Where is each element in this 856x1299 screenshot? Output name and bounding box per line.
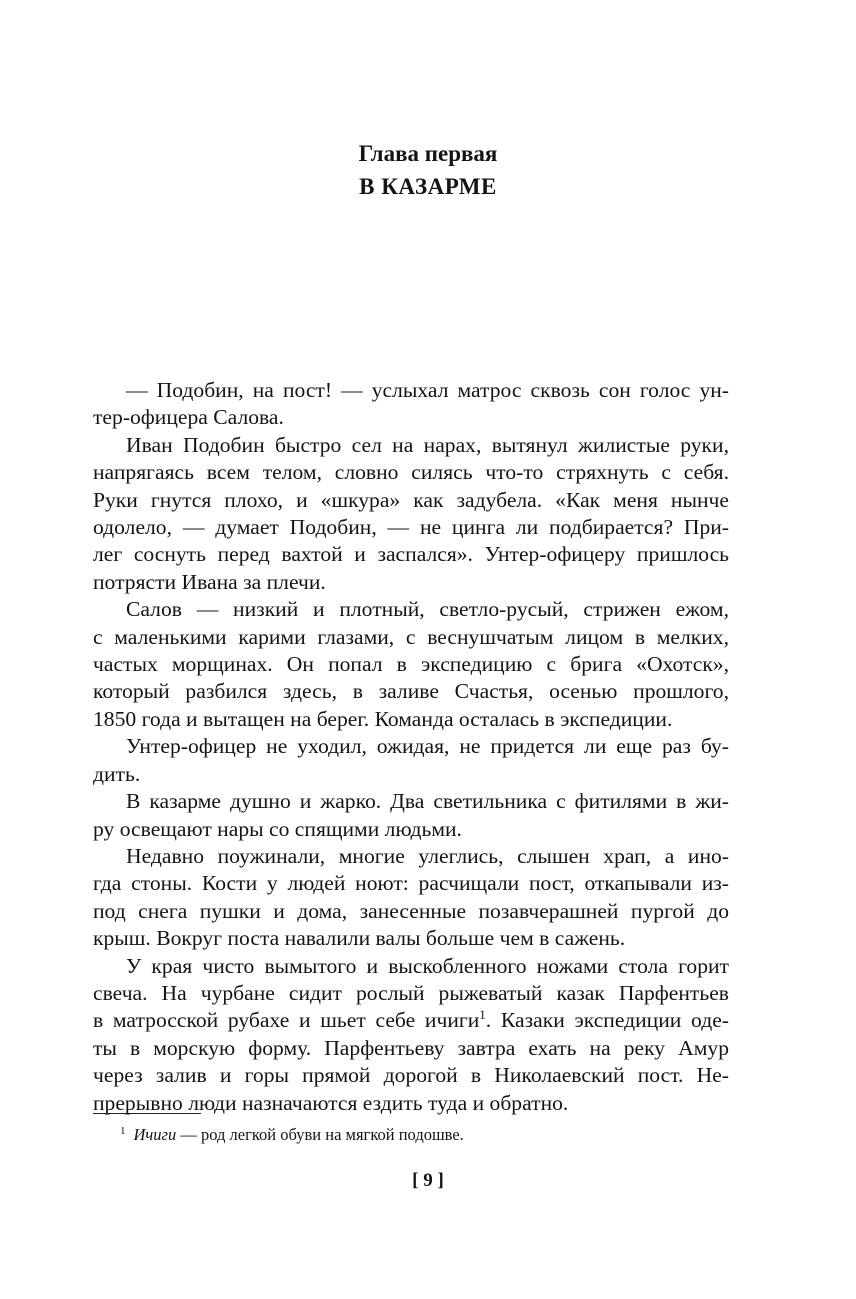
text-line: крыш. Вокруг поста навалили валы больше чем в сажень. [93, 926, 626, 951]
page-number: [ 9 ] [412, 1170, 444, 1191]
text-line: В казарме душно и жарко. Два светильника с фитилями в жи- [126, 789, 729, 814]
text-line: Руки гнутся плохо, и «шкура» как задубела. «Как меня нынче [93, 487, 729, 512]
text-line: под снега пушки и дома, занесенные позавчерашней пургой до [93, 898, 729, 923]
text-line: тер-офицера Салова. [93, 405, 284, 430]
paragraph [93, 788, 729, 843]
text-line: ру освещают нары со спящими людьми. [93, 816, 462, 841]
text-line: лег соснуть перед вахтой и заспался». Унтер-офицеру пришлось [93, 542, 729, 567]
text-line: прерывно люди назначаются ездить туда и обратно. [93, 1090, 569, 1115]
footnote-reference[interactable]: 1 [479, 1007, 486, 1023]
footnote-text: — род легкой обуви на мягкой подошве. [176, 1125, 464, 1144]
text-line: — Подобин, на пост! — услыхал матрос сквозь сон голос ун- [126, 378, 729, 402]
text-line: 1850 года и вытащен на берег. Команда осталась в экспедиции. [93, 706, 673, 731]
text-line: напрягаясь всем телом, словно силясь что-то стряхнуть с себя. [93, 460, 729, 485]
text-line: ты в морскую форму. Парфентьеву завтра ехать на реку Амур [93, 1035, 729, 1060]
text-line-with-footnote: в матросской рубахе и шьет себе ичиги$^1$. Казаки экспедиции оде- [93, 1007, 729, 1033]
text-line: одолело, — думает Подобин, — не цинга ли подбирается? При- [93, 515, 729, 540]
text-line: Иван Подобин быстро сел на нарах, вытянул жилистые руки, [126, 432, 729, 457]
paragraph [93, 733, 729, 788]
text-line: Недавно поужинали, многие улеглись, слышен храп, а ино- [126, 843, 729, 868]
footnote-mark: 1 [120, 1125, 126, 1137]
chapter-number: Глава первая [358, 141, 498, 166]
text-segment: Казаки экспедиции оде- [500, 1008, 729, 1033]
paragraph [93, 377, 729, 432]
text-line: через залив и горы прямой дорогой в Николаевский пост. Не- [93, 1063, 729, 1088]
chapter-title: В КАЗАРМЕ [359, 174, 497, 199]
chapter-heading [0, 138, 856, 204]
text-line: потрясти Ивана за плечи. [93, 569, 326, 594]
paragraph [93, 596, 729, 733]
paragraph [93, 843, 729, 953]
text-line: гда стоны. Кости у людей ноют: расчищали пост, откапывали из- [93, 871, 729, 896]
footnote [120, 1124, 464, 1146]
body-text [93, 377, 729, 1117]
paragraph [93, 432, 729, 596]
text-line: У края чисто вымытого и выскобленного ножами стола горит [126, 953, 729, 978]
footnote-term: Ичиги [133, 1125, 177, 1144]
text-line: свеча. На чурбане сидит рослый рыжеватый казак Парфентьев [93, 980, 729, 1005]
text-segment: в матросской рубахе и шьет себе ичиги [93, 1008, 480, 1033]
text-line: с маленькими карими глазами, с веснушчатым лицом в мелких, [93, 624, 729, 649]
text-line: который разбился здесь, в заливе Счастья, осенью прошлого, [93, 679, 729, 704]
text-line: дить. [93, 761, 141, 786]
text-line: Салов — низкий и плотный, светло-русый, стрижен ежом, [126, 597, 729, 622]
text-line: частых морщинах. Он попал в экспедицию с брига «Охотск», [93, 652, 729, 677]
footnote-divider [93, 1113, 201, 1114]
text-line: Унтер-офицер не уходил, ожидая, не придется ли еще раз бу- [126, 734, 729, 759]
paragraph [93, 953, 729, 1117]
